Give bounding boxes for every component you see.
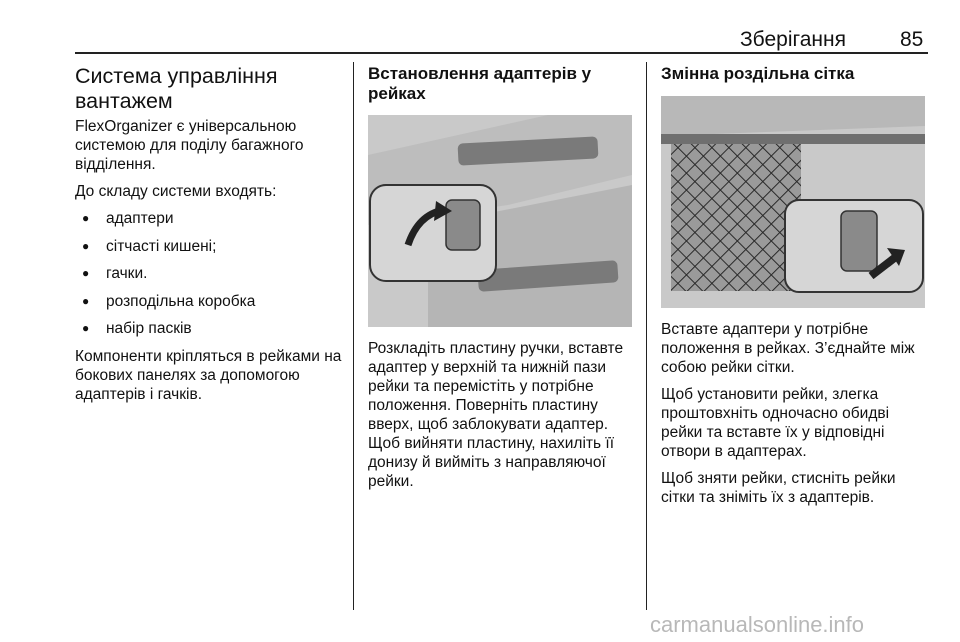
intro-paragraph: FlexOrganizer є універсальною системою для поділу багажного відділення. [75, 118, 304, 173]
section-heading [75, 64, 345, 114]
list-item: ● набір пасків [75, 319, 345, 338]
heading-line: Система управління [75, 64, 278, 88]
adapter-illustration [368, 115, 632, 327]
column-divider [353, 62, 354, 610]
instruction-paragraph: Щоб зняти рейки, стисніть рейки сітки та зніміть їх з адаптерів. [661, 469, 896, 506]
list-item: ● розподільна коробка [75, 292, 345, 311]
page-header-title: Зберігання [740, 28, 846, 51]
component-list [75, 209, 345, 338]
list-item: ● гачки. [75, 264, 345, 283]
column-cargo-management [75, 64, 345, 412]
watermark: carmanualsonline.info [650, 612, 865, 637]
partition-net-illustration [661, 96, 925, 308]
page-number: 85 [900, 28, 924, 51]
instruction-paragraph: Щоб установити рейки, злегка проштовхніть одночасно обидві рейки та вставте їх у відповідні отвори в адаптерах. [661, 385, 890, 460]
list-intro: До складу системи входять: [75, 183, 277, 200]
column-partition-net [661, 64, 929, 515]
section-heading: Встановлення адаптерів у рейках [368, 64, 592, 103]
header-rule [75, 52, 928, 54]
list-item: ● адаптери [75, 209, 345, 228]
section-heading: Змінна роздільна сітка [661, 64, 855, 83]
instruction-paragraph: Розкладіть пластину ручки, вставте адаптер у верхній та нижній пази рейки та перемістіть у потрібне положення. Поверніть пластину вверх, щоб заблокувати адаптер. Щоб вийняти пластину, нахиліть її донизу й вийміть з направляючої рейки. [368, 340, 624, 490]
column-adapter-installation [368, 64, 634, 499]
instruction-paragraph: Вставте адаптери у потрібне положення в рейках. З’єднайте між собою рейки сітки. [661, 320, 915, 376]
heading-line: вантажем [75, 89, 173, 113]
column-divider [646, 62, 647, 610]
list-item: ● сітчасті кишені; [75, 237, 345, 256]
outro-paragraph: Компоненти кріпляться в рейками на бокових панелях за допомогою адаптерів і гачків. [75, 347, 342, 403]
